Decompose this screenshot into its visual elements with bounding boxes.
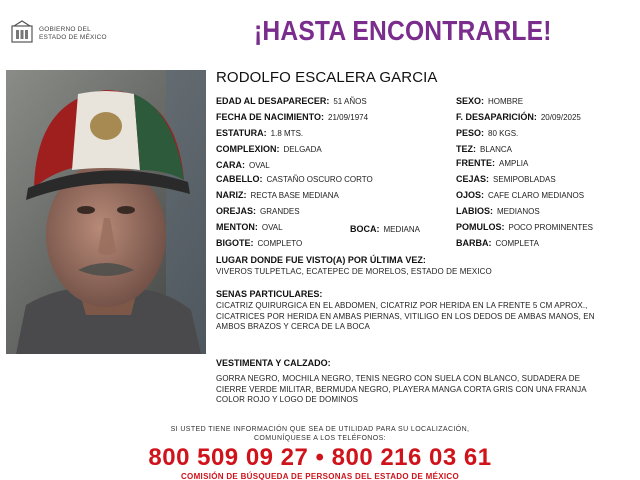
field-weight-label: PESO: [456,128,485,138]
field-disappearance-date-label: F. DESAPARICIÓN: [456,112,537,122]
field-complexion-tone-label: TEZ: [456,144,476,154]
field-nose-label: NARIZ: [216,190,247,200]
field-age [216,96,367,107]
field-complexion-tone [456,144,512,155]
field-sex-value: HOMBRE [488,97,524,106]
field-cheekbones-value: POCO PROMINENTES [508,223,593,232]
field-disappearance-date-value: 20/09/2025 [540,113,581,122]
field-chin-value: OVAL [261,223,283,232]
clothing-text: GORRA NEGRO, MOCHILA NEGRO, TENIS NEGRO CON SUELA CON BLANCO, SUDADERA DE CIERRE VERDE MILITAR, BERMUDA NEGRO, PLAYERA MANGA CORTA GRIS CON UNA FRANJA COLOR ROJO Y LOGO DE DOMINOS [216,374,587,404]
field-hair [216,174,373,185]
person-photo [6,70,206,354]
field-lips [456,206,540,217]
field-forehead-value: AMPLIA [499,159,529,168]
field-age-value: 51 AÑOS [333,97,367,106]
field-chin-label: MENTON: [216,222,258,232]
field-sex [456,96,523,107]
state-emblem-icon [10,20,34,44]
field-mouth-value: MEDIANA [383,225,420,234]
field-ears [216,206,300,217]
logo-text-line1: GOBIERNO DEL [39,26,91,33]
contact-note-line1: SI USTED TIENE INFORMACIÓN QUE SEA DE UTILIDAD PARA SU LOCALIZACIÓN, [170,426,470,433]
field-mustache-value: COMPLETO [257,239,303,248]
field-build [216,144,322,155]
person-photo-illustration [6,70,206,354]
field-forehead-label: FRENTE: [456,158,495,168]
headline: ¡HASTA ENCONTRARLE! [254,15,552,46]
field-nose [216,190,339,201]
field-weight-value: 80 KGS. [488,129,519,138]
field-complexion-tone-value: BLANCA [480,145,513,154]
field-hair-value: CASTAÑO OSCURO CORTO [266,175,373,184]
field-height-value: 1.8 MTS. [270,129,304,138]
state-government-logo [10,20,120,46]
contact-note-line2: COMUNÍQUESE A LOS TELÉFONOS: [253,435,387,442]
phone-numbers [0,444,640,472]
field-ears-label: OREJAS: [216,206,257,216]
field-cheekbones-label: POMULOS: [456,222,505,232]
field-forehead [456,158,528,169]
field-mustache-label: BIGOTE: [216,238,254,248]
distinguishing-marks-title: SENAS PARTICULARES: [216,289,323,299]
field-disappearance-date [456,112,581,123]
phone-number-2[interactable]: 800 216 03 61 [331,444,492,471]
field-lips-value: MEDIANOS [497,207,540,216]
field-beard [456,238,539,249]
field-nose-value: RECTA BASE MEDIANA [250,191,339,200]
distinguishing-marks-text: CICATRIZ QUIRURGICA EN EL ABDOMEN, CICATRIZ POR HERIDA EN LA FRENTE 5 CM APROX., CICATRICES POR HERIDA EN AMBAS PIERNAS, VITILIGO EN LOS DEDOS DE AMBAS MANOS, EN AMBOS BRAZOS Y CERCA DE LA BOCA [216,301,595,331]
field-eyebrows-label: CEJAS: [456,174,490,184]
field-mouth-label: BOCA: [350,224,380,234]
phone-separator: • [315,444,325,471]
field-height-label: ESTATURA: [216,128,267,138]
field-ears-value: GRANDES [260,207,300,216]
field-mustache [216,238,302,249]
field-hair-label: CABELLO: [216,174,263,184]
field-face [216,160,270,171]
field-face-value: OVAL [249,161,270,170]
field-birthdate [216,112,368,123]
field-build-label: COMPLEXION: [216,144,280,154]
person-name: RODOLFO ESCALERA GARCIA [216,69,438,86]
field-eyebrows [456,174,556,185]
field-age-label: EDAD AL DESAPARECER: [216,96,330,106]
field-build-value: DELGADA [283,145,322,154]
field-birthdate-value: 21/09/1974 [328,113,369,122]
field-beard-label: BARBA: [456,238,492,248]
last-seen-title: LUGAR DONDE FUE VISTO(A) POR ÚLTIMA VEZ: [216,255,426,265]
field-height [216,128,303,139]
field-eyebrows-value: SEMIPOBLADAS [493,175,556,184]
phone-number-1[interactable]: 800 509 09 27 [148,444,309,471]
field-eyes-value: CAFE CLARO MEDIANOS [488,191,585,200]
field-sex-label: SEXO: [456,96,485,106]
field-cheekbones [456,222,593,233]
logo-text-line2: ESTADO DE MÉXICO [39,34,107,41]
field-birthdate-label: FECHA DE NACIMIENTO: [216,112,324,122]
field-lips-label: LABIOS: [456,206,493,216]
field-weight [456,128,518,139]
last-seen-text: VIVEROS TULPETLAC, ECATEPEC DE MORELOS, ESTADO DE MEXICO [216,267,492,276]
agency-name: COMISIÓN DE BÚSQUEDA DE PERSONAS DEL ESTADO DE MÉXICO [180,472,459,480]
field-beard-value: COMPLETA [495,239,539,248]
field-eyes [456,190,584,201]
clothing-title: VESTIMENTA Y CALZADO: [216,358,331,368]
field-chin [216,222,283,233]
field-mouth [350,224,420,235]
field-face-label: CARA: [216,160,245,170]
field-eyes-label: OJOS: [456,190,485,200]
